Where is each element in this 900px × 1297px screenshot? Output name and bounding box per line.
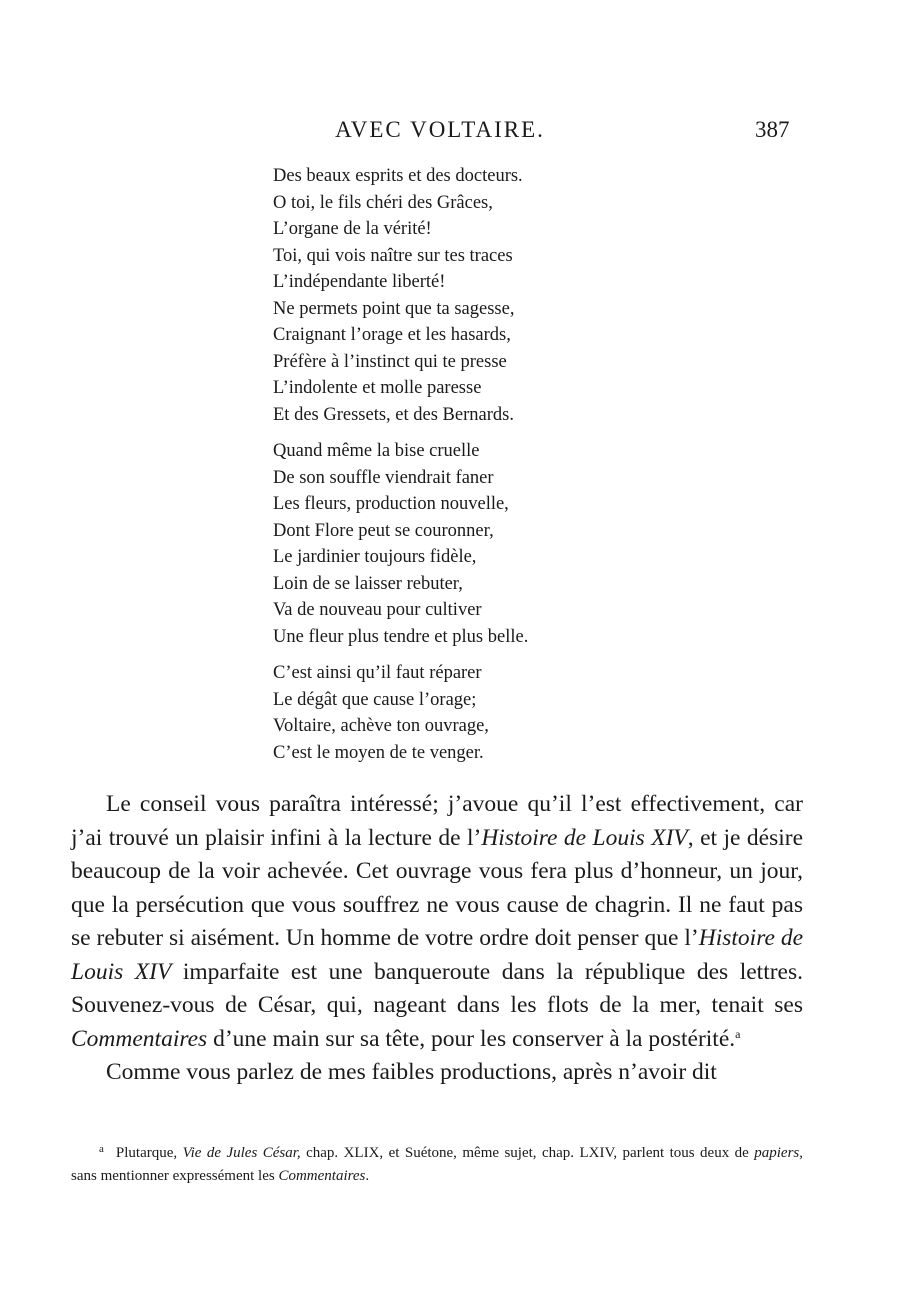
- text-run: , sans mentionner expressément les: [71, 1145, 803, 1184]
- text-run: Le conseil vous paraîtra intéressé; j’avoue qu’il l’est effectivement, car j’ai trouvé un plaisir infini à la lecture de l’: [71, 791, 803, 851]
- verse-line: Craignant l’orage et les hasards,: [273, 325, 511, 345]
- stanza: [273, 163, 693, 428]
- verse-line: Des beaux esprits et des docteurs.: [273, 166, 523, 186]
- running-head: [0, 117, 900, 151]
- book-title: Commentaires: [278, 1168, 366, 1184]
- emphasis: papiers: [754, 1145, 800, 1161]
- text-run: , et je désire beaucoup de la voir achevée. Cet ouvrage vous fera plus d’honneur, un jour, que la persécution que vous souffrez ne vous cause de chagrin. Il ne faut pas se rebuter si aisément. Un homme de votre ordre doit penser que l’: [71, 824, 804, 951]
- verse-line: O toi, le fils chéri des Grâces,: [273, 192, 493, 213]
- book-title: Vie de Jules César,: [182, 1145, 301, 1161]
- prose-body: [71, 788, 803, 1090]
- running-title: AVEC VOLTAIRE.: [335, 117, 545, 142]
- verse-line: Le jardinier toujours fidèle,: [273, 547, 477, 567]
- verse-line: Ne permets point que ta sagesse,: [273, 298, 515, 319]
- verse-line: Préfère à l’instinct qui te presse: [273, 351, 507, 372]
- text-run: .: [365, 1168, 370, 1184]
- verse-line: De son souffle viendrait faner: [273, 467, 494, 488]
- book-title: Commentaires: [71, 1025, 208, 1052]
- book-title: Histoire de Louis XIV: [481, 824, 688, 851]
- book-title: Histoire de Louis XIV: [71, 925, 803, 985]
- text-run: Comme vous parlez de mes faibles productions, après n’avoir dit: [106, 1059, 717, 1085]
- verse-line: Et des Gressets, et des Bernards.: [273, 404, 514, 425]
- verse-line: C’est ainsi qu’il faut réparer: [273, 663, 482, 683]
- page-number: 387: [755, 117, 790, 142]
- text-run: chap. XLIX, et Suétone, même sujet, chap. LXIV, parlent tous deux de: [300, 1145, 755, 1161]
- verse-line: L’indolente et molle paresse: [273, 378, 482, 398]
- poem: [273, 163, 693, 776]
- verse-line: Le dégât que cause l’orage;: [273, 689, 477, 710]
- verse-line: L’organe de la vérité!: [273, 219, 432, 239]
- verse-line: Les fleurs, production nouvelle,: [273, 494, 509, 514]
- text-run: imparfaite est une banqueroute dans la république des lettres. Souvenez-vous de César, qui, nageant dans les flots de la mer, tenait ses: [71, 958, 803, 1018]
- footnote-marker: a: [735, 1026, 741, 1041]
- verse-line: L’indépendante liberté!: [273, 272, 446, 292]
- verse-line: Une fleur plus tendre et plus belle.: [273, 626, 529, 647]
- verse-line: Toi, qui vois naître sur tes traces: [273, 245, 513, 266]
- verse-line: Loin de se laisser rebuter,: [273, 573, 463, 594]
- footnote: [71, 1138, 803, 1188]
- verse-line: Dont Flore peut se couronner,: [273, 520, 494, 541]
- stanza: [273, 438, 693, 650]
- text-run: d’une main sur sa tête, pour les conserver à la postérité.: [207, 1025, 736, 1052]
- verse-line: Va de nouveau pour cultiver: [273, 600, 482, 620]
- paragraph: [71, 788, 803, 1056]
- stanza: [273, 660, 693, 766]
- verse-line: Voltaire, achève ton ouvrage,: [273, 716, 489, 736]
- paragraph: [71, 1056, 803, 1090]
- verse-line: Quand même la bise cruelle: [273, 441, 480, 461]
- text-run: Plutarque,: [115, 1145, 183, 1161]
- verse-line: C’est le moyen de te venger.: [273, 742, 484, 763]
- footnote-letter: a: [99, 1143, 104, 1155]
